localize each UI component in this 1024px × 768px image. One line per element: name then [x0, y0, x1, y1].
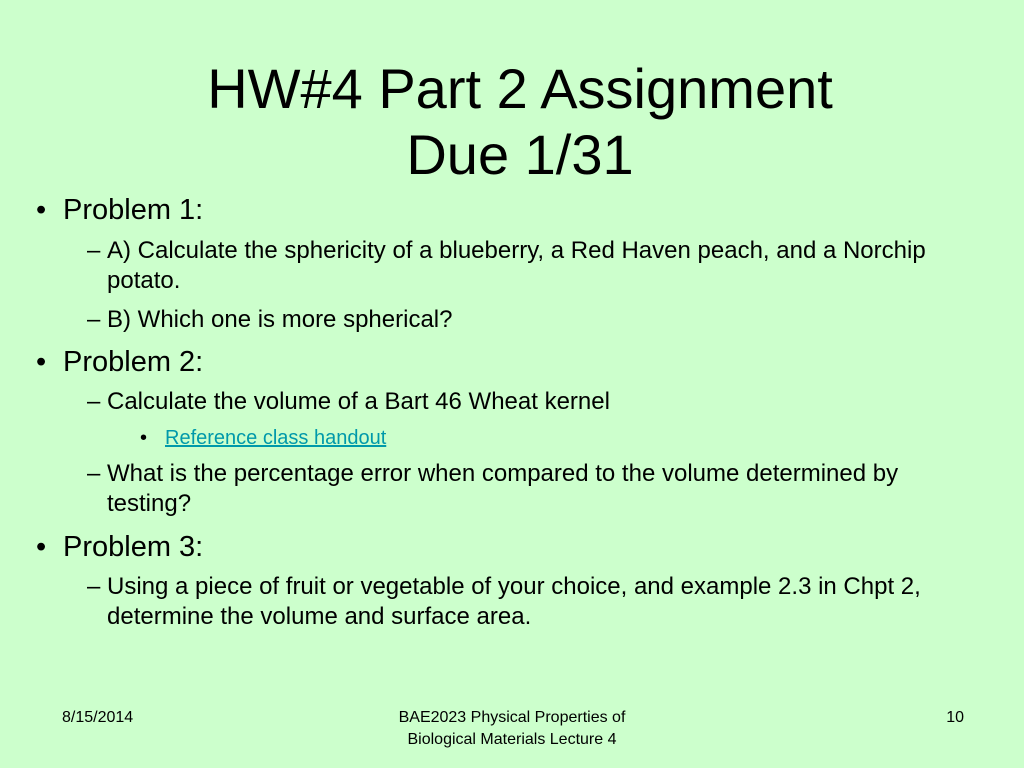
problem-1a-text: A) Calculate the sphericity of a blueberry, a Red Haven peach, and a Norchip potato.	[107, 237, 926, 294]
footer-page-number: 10	[946, 709, 964, 726]
dash-icon: –	[87, 237, 101, 264]
bullet-icon: •	[36, 194, 47, 226]
footer-course-line-1: BAE2023 Physical Properties of	[398, 709, 626, 726]
bullet-icon: •	[36, 346, 47, 378]
problem-3a-text: Using a piece of fruit or vegetable of your choice, and example 2.3 in Chpt 2, determine the volume and surface area.	[107, 573, 921, 630]
problem-2-label: Problem 2:	[63, 346, 204, 378]
bullet-icon: •	[140, 427, 148, 449]
dash-icon: –	[87, 573, 101, 600]
reference-class-handout-link[interactable]: Reference class handout	[165, 427, 387, 449]
problem-3-label: Problem 3:	[63, 531, 204, 563]
dash-icon: –	[87, 388, 101, 415]
dash-icon: –	[87, 306, 101, 333]
problem-1b-text: B) Which one is more spherical?	[107, 306, 453, 333]
slide-title-line-2: Due 1/31	[406, 123, 634, 186]
dash-icon: –	[87, 460, 101, 487]
footer-course-title	[312, 707, 712, 751]
bullet-icon: •	[36, 531, 47, 563]
slide-title-line-1: HW#4 Part 2 Assignment	[207, 57, 833, 120]
footer-date: 8/15/2014	[62, 709, 134, 726]
problem-1-label: Problem 1:	[63, 194, 204, 226]
problem-2a-text: Calculate the volume of a Bart 46 Wheat kernel	[107, 388, 610, 415]
footer-course-line-2: Biological Materials Lecture 4	[407, 731, 617, 748]
problem-2b-text: What is the percentage error when compared to the volume determined by testing?	[107, 460, 899, 517]
